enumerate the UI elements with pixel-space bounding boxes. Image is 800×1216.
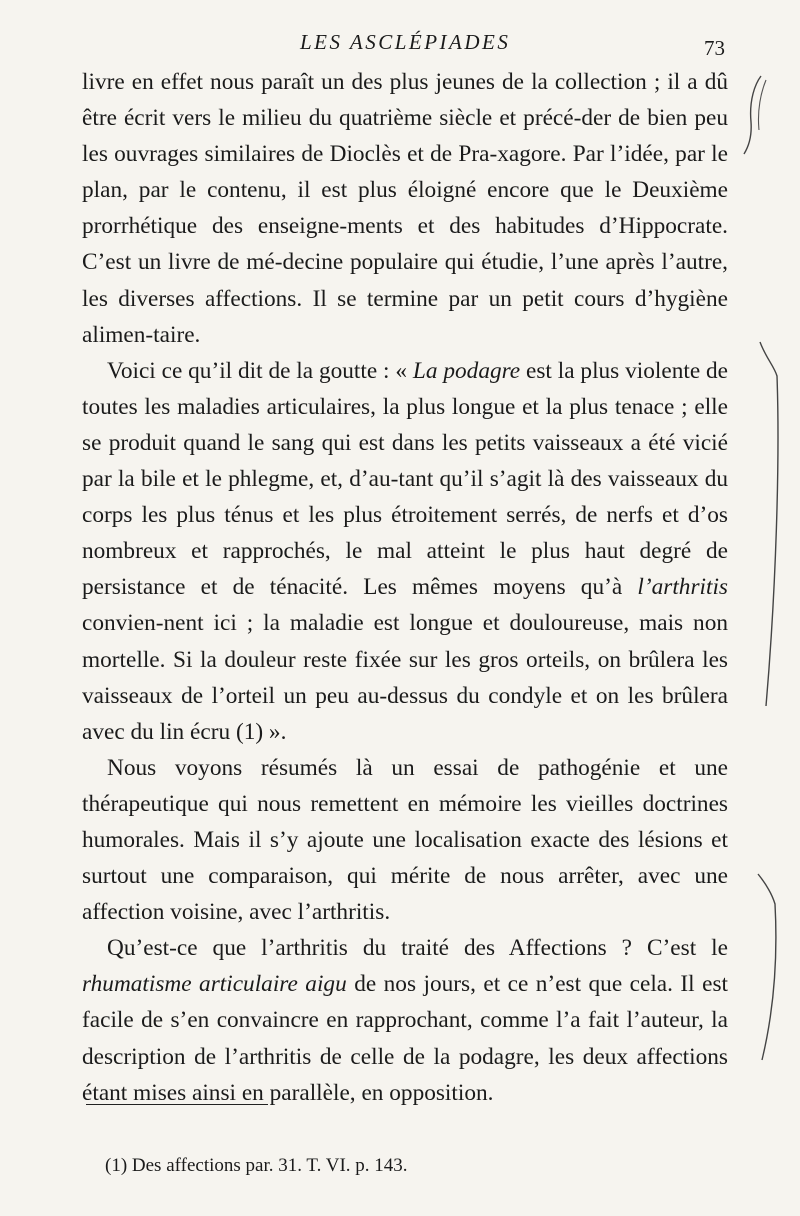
text-run: est la plus violente de toutes les maladies articulaires, la plus longue et la plus tenace ; elle se produit quand le sang qui est dans les petits vaisseaux a été vicié par la bile et le phlegme, et, d’au-tant qu’il s’agit là des vaisseaux du corps les plus ténus et les plus étroitement serrés, de nerfs et d’os nombreux et rapprochés, le mal atteint le plus haut degré de persistance et de ténacité. Les mêmes moyens qu’à [82,357,728,601]
page-number: 73 [704,36,725,60]
pencil-margin-mark-top [735,70,775,160]
text-run: Qu’est-ce que l’arthritis du traité des Affections ? C’est le [107,935,728,962]
paragraph [82,353,728,750]
paragraph [82,64,728,353]
footnote-rule [86,1104,268,1105]
italic-text: rhumatisme articulaire aigu [82,971,347,998]
text-run: Nous voyons résumés là un essai de pathogénie et une thérapeutique qui nous remettent en mémoire les vieilles doctrines humorales. Mais il s’y ajoute une localisation exacte des lésions et surtout une comparaison, qui mérite de nous arrêter, avec une affection voisine, avec l’arthritis. [82,754,728,926]
text-run: Voici ce qu’il dit de la goutte : « [107,357,413,384]
text-run: livre en effet nous paraît un des plus jeunes de la collection ; il a dû être écrit vers le milieu du quatrième siècle et précé-der de bien peu les ouvrages similaires de Dioclès et de Pra-xagore. Par l’idée, par le plan, par le contenu, il est plus éloigné encore que le Deuxième prorrhétique des enseigne-ments et des habitudes d’Hippocrate. C’est un livre de mé-decine populaire qui étudie, l’une après l’autre, les diverses affections. Il se termine par un petit cours d’hygiène alimen-taire. [82,69,728,348]
paragraph [82,750,728,930]
running-title: LES ASCLÉPIADES [300,30,511,54]
text-run: convien-nent ici ; la maladie est longue et douloureuse, mais non mortelle. Si la douleur reste fixée sur les gros orteils, on brûlera les vaisseaux de l’orteil un peu au-dessus du condyle et on les brûlera avec du lin écru (1) ». [82,610,728,745]
body-text [82,64,728,1111]
pencil-margin-mark-bottom [748,870,788,1070]
italic-text: l’arthritis [637,574,728,601]
pencil-margin-mark-middle [750,340,790,720]
text-run: de nos jours, et ce n’est que cela. Il est facile de s’en convaincre en rapprochant, comme l’a fait l’auteur, la description de l’arthritis de celle de la podagre, les deux affections étant mises ainsi en parallèle, en opposition. [82,971,728,1106]
paragraph [82,930,728,1110]
footnote: (1) Des affections par. 31. T. VI. p. 143. [105,1155,408,1176]
italic-text: La podagre [412,357,521,384]
page-header [0,30,800,60]
